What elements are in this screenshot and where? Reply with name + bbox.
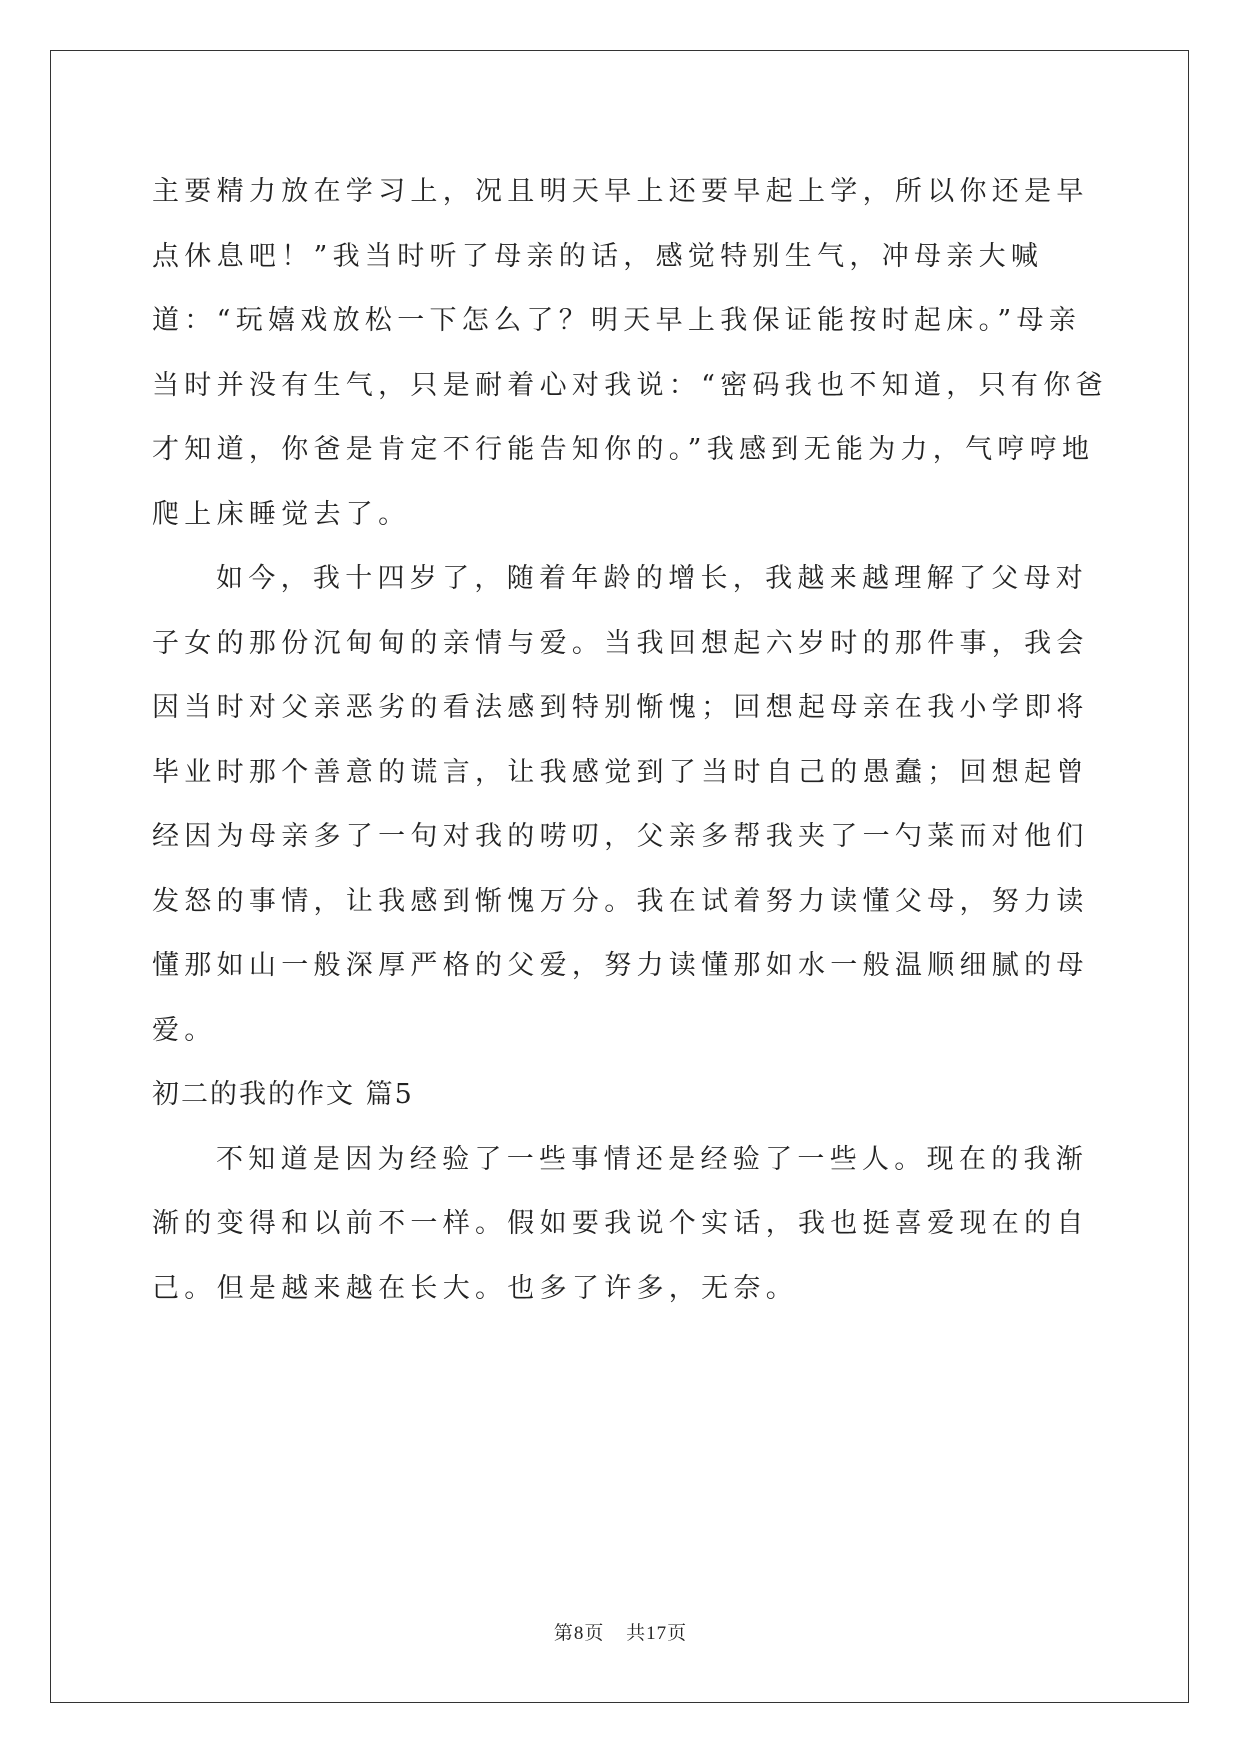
paragraph-continued: 主要精力放在学习上，况且明天早上还要早起上学，所以你还是早点休息吧！”我当时听了母亲的话，感觉特别生气，冲母亲大喊道：“玩嬉戏放松一下怎么了？明天早上我保证能按时起床。”母亲当时并没有生气，只是耐着心对我说：“密码我也不知道，只有你爸才知道，你爸是肯定不行能告知你的。”我感到无能为力，气哼哼地爬上床睡觉去了。 xyxy=(152,176,1108,530)
paragraph-reflection: 如今，我十四岁了，随着年龄的增长，我越来越理解了父母对子女的那份沉甸甸的亲情与爱。当我回想起六岁时的那件事，我会因当时对父亲恶劣的看法感到特别惭愧；回想起母亲在我小学即将毕业时那个善意的谎言，让我感觉到了当时自己的愚蠢；回想起曾经因为母亲多了一句对我的唠叨，父亲多帮我夹了一勺菜而对他们发怒的事情，让我感到惭愧万分。我在试着努力读懂父母，努力读懂那如山一般深厚严格的父爱，努力读懂那如水一般温顺细腻的母爱。 xyxy=(152,563,1089,1046)
page-number-total: 共17页 xyxy=(626,1623,688,1644)
document-body xyxy=(152,160,1112,1321)
page-footer xyxy=(0,1618,1241,1645)
section-heading: 初二的我的作文 篇5 xyxy=(152,1079,414,1110)
page-number-current: 第8页 xyxy=(553,1623,605,1644)
section-paragraph: 不知道是因为经验了一些事情还是经验了一些人。现在的我渐渐的变得和以前不一样。假如要我说个实话，我也挺喜爱现在的自己。但是越来越在长大。也多了许多，无奈。 xyxy=(152,1143,1089,1304)
